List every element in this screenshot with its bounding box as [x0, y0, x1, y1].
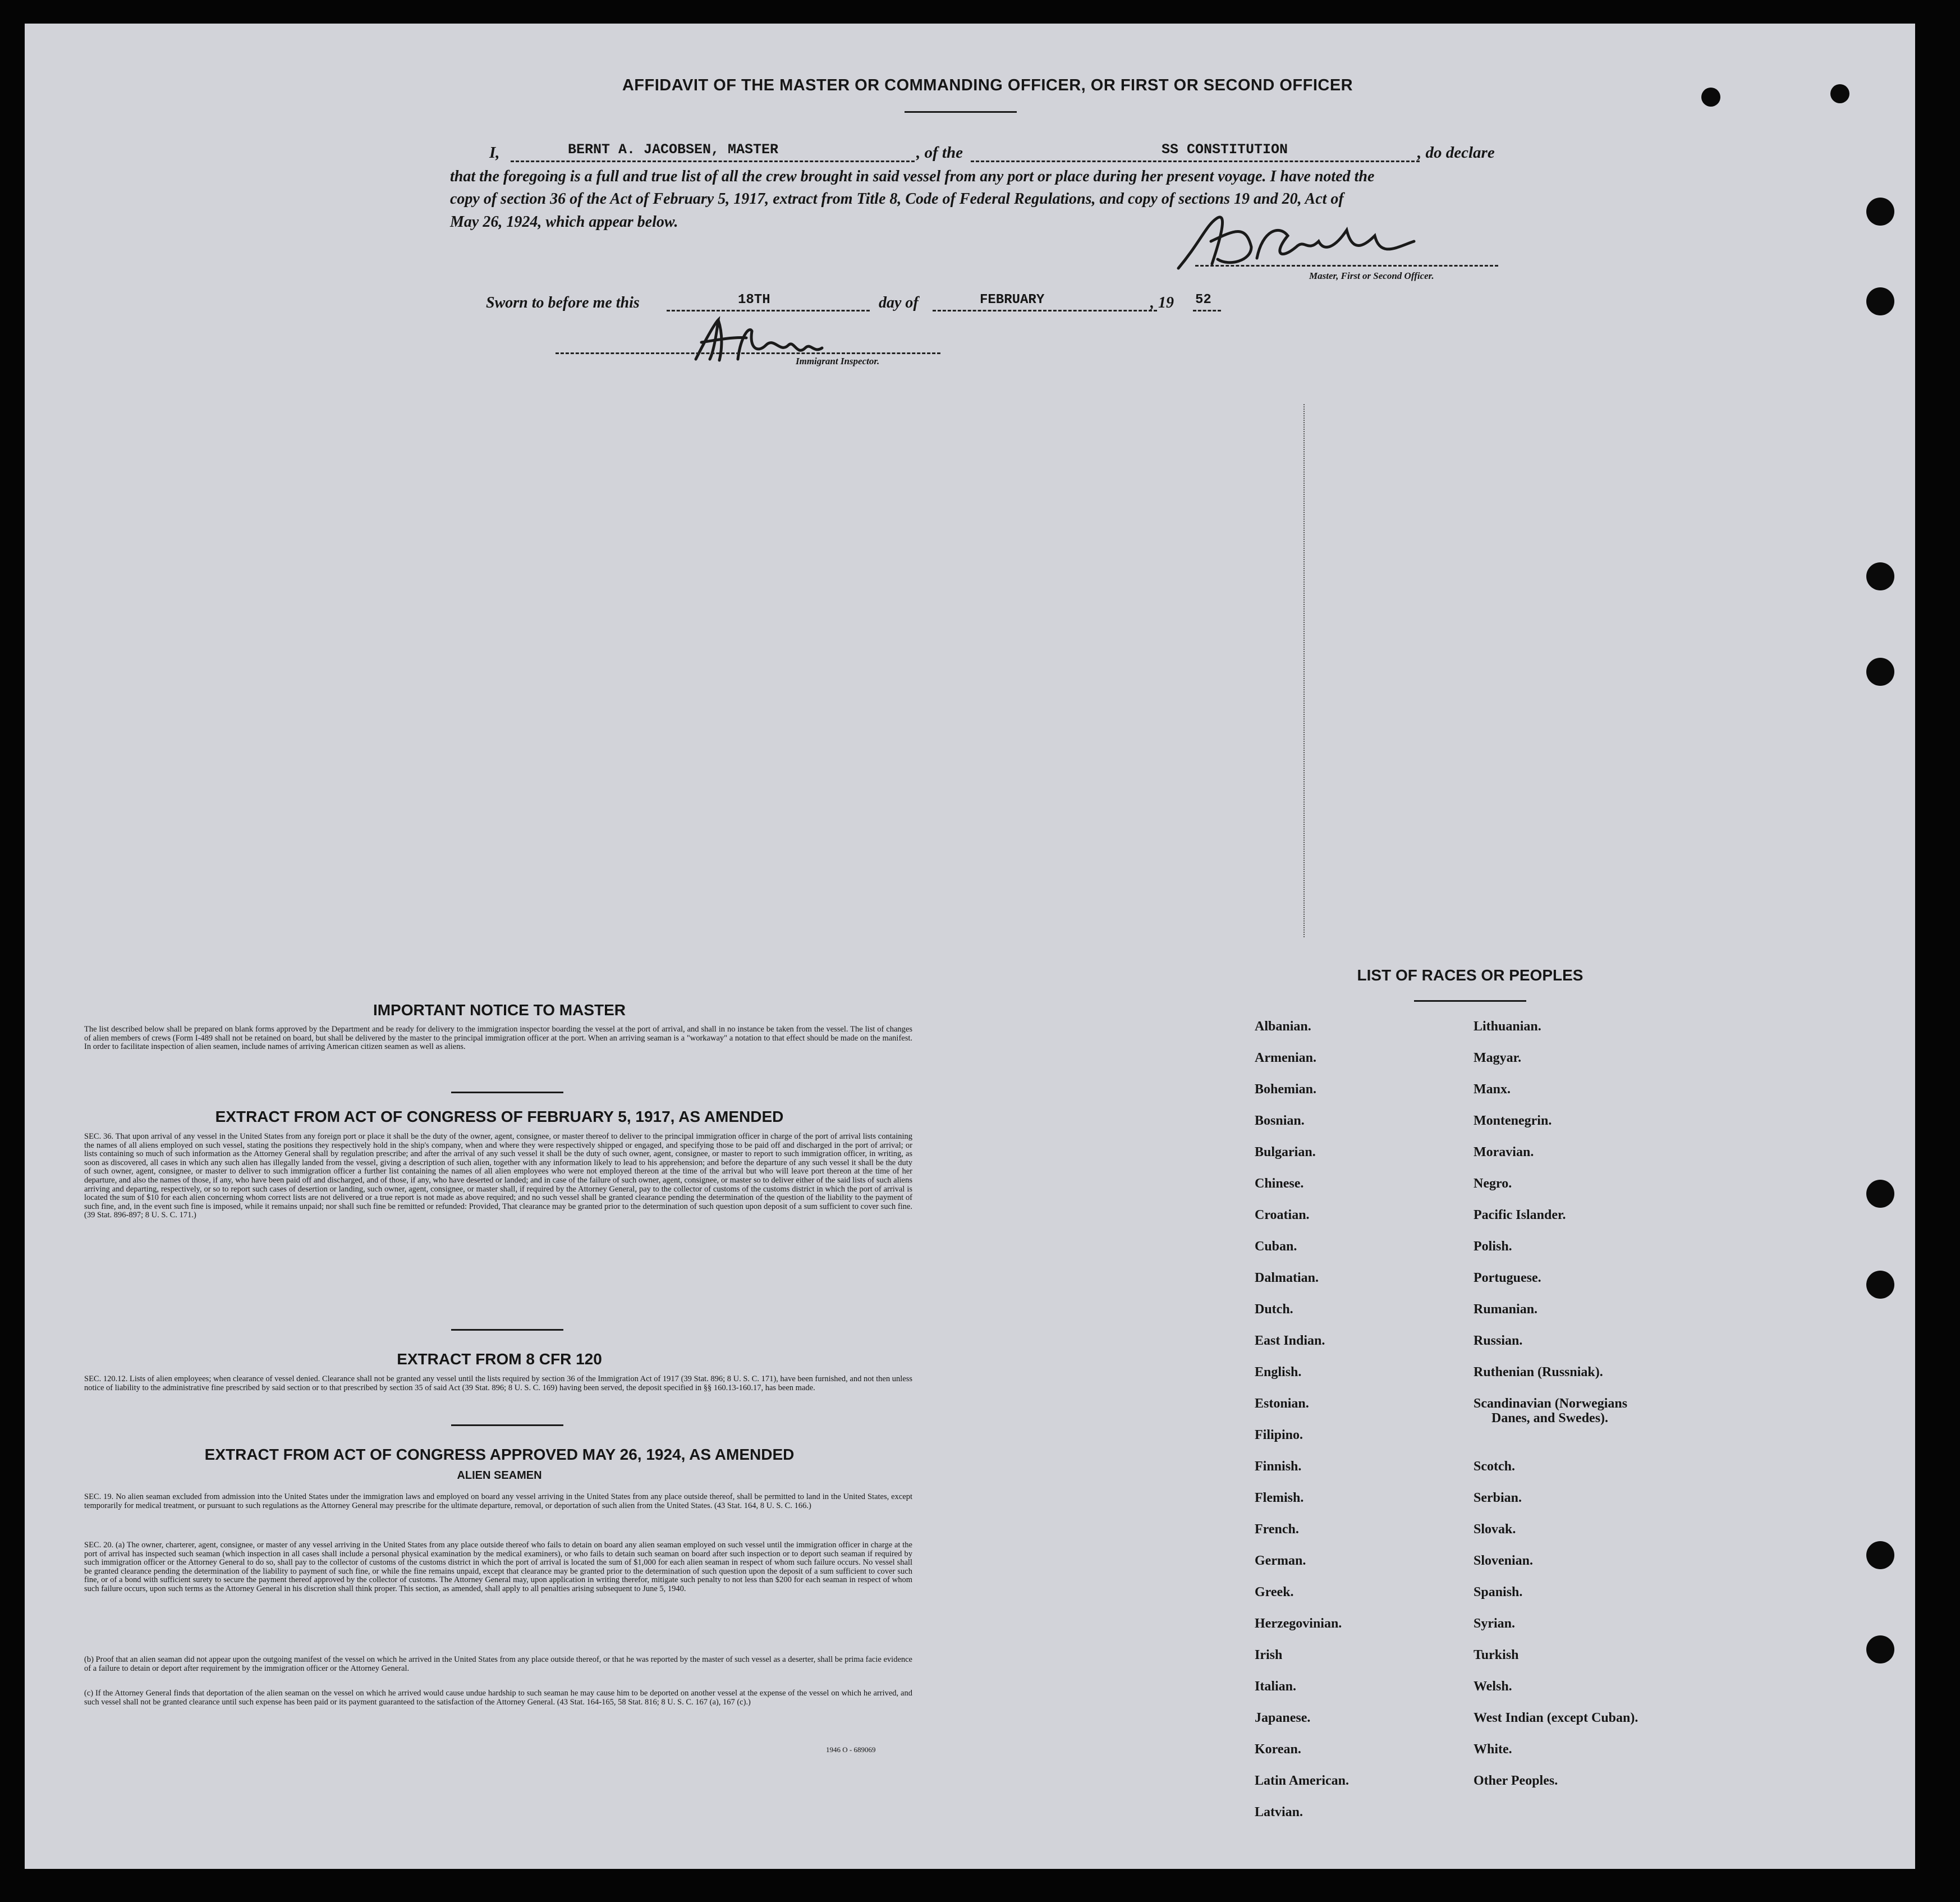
- race-item: Magyar.: [1474, 1051, 1522, 1065]
- extract-cfr-text: SEC. 120.12. Lists of alien employees; when clearance of vessel denied. Clearance shall not be granted any vessel until the lists required by section 36 of the Immigration Act of 1917 (39 Stat. 896; 8 U. S. C. 171), have been furnished, and not then unless notice of liability to the administrative fine prescribed by said section or to that prescribed by section 35 of said Act (39 Stat. 896; 8 U. S. C. 169) having been served, the deposit specified in §§ 160.13-160.17, has been made.: [84, 1374, 912, 1392]
- race-item: Moravian.: [1474, 1145, 1534, 1159]
- race-item: Russian.: [1474, 1333, 1523, 1348]
- race-item: East Indian.: [1255, 1333, 1325, 1348]
- race-item: Flemish.: [1255, 1491, 1304, 1505]
- fill-line: [1193, 310, 1221, 311]
- binder-hole: [1866, 658, 1894, 686]
- master-name: BERNT A. JACOBSEN, MASTER: [568, 141, 779, 158]
- race-item: Armenian.: [1255, 1051, 1316, 1065]
- sworn-year: 52: [1195, 292, 1211, 308]
- race-item: Portuguese.: [1474, 1271, 1541, 1285]
- do-declare-label: , do declare: [1417, 144, 1495, 162]
- race-item: Filipino.: [1255, 1428, 1303, 1442]
- race-item: Danes, and Swedes).: [1491, 1411, 1609, 1426]
- race-item: Welsh.: [1474, 1679, 1512, 1694]
- race-item: Polish.: [1474, 1239, 1512, 1254]
- affidavit-pronoun: I,: [489, 144, 500, 162]
- sworn-day: 18TH: [738, 292, 770, 308]
- print-code: 1946 O - 689069: [826, 1745, 876, 1754]
- binder-hole: [1866, 1271, 1894, 1299]
- section-divider: [451, 1329, 563, 1331]
- race-item: Dalmatian.: [1255, 1271, 1319, 1285]
- alien-seamen-subtitle: ALIEN SEAMEN: [457, 1469, 542, 1482]
- affidavit-title: AFFIDAVIT OF THE MASTER OR COMMANDING OFFICER, OR FIRST OR SECOND OFFICER: [622, 76, 1353, 94]
- binder-hole: [1866, 1635, 1894, 1663]
- of-the-label: , of the: [916, 144, 963, 162]
- title-underline: [905, 111, 1017, 113]
- races-title: LIST OF RACES OR PEOPLES: [1357, 966, 1583, 984]
- race-item: Italian.: [1255, 1679, 1297, 1694]
- sec20b-text: (b) Proof that an alien seaman did not appear upon the outgoing manifest of the vessel on which he arrived in the United States from any place outside thereof, or that he was reported by the master of such vessel as a deserter, shall be prima facie evidence of a failure to detain or deport after requirement by the immigration officer or the Attorney General.: [84, 1655, 912, 1673]
- fold-mark: [1303, 404, 1306, 937]
- declaration-line: that the foregoing is a full and true list of all the crew brought in said vessel from any port or place during her present voyage. I have noted the: [450, 168, 1375, 185]
- race-item: White.: [1474, 1742, 1512, 1757]
- race-item: Serbian.: [1474, 1491, 1522, 1505]
- race-item: Herzegovinian.: [1255, 1616, 1342, 1631]
- race-item: Croatian.: [1255, 1208, 1310, 1222]
- binder-hole: [1701, 88, 1720, 107]
- race-item: Pacific Islander.: [1474, 1208, 1566, 1222]
- signature-caption: Master, First or Second Officer.: [1309, 271, 1434, 281]
- race-item: Syrian.: [1474, 1616, 1516, 1631]
- fill-line: [971, 161, 1420, 162]
- binder-hole: [1830, 84, 1849, 103]
- declaration-line: copy of section 36 of the Act of February 5, 1917, extract from Title 8, Code of Federal Regulations, and copy of sections 19 and 20, Act of: [450, 190, 1344, 208]
- binder-hole: [1866, 562, 1894, 590]
- race-item: Irish: [1255, 1648, 1283, 1662]
- race-item: Bulgarian.: [1255, 1145, 1316, 1159]
- race-item: Bosnian.: [1255, 1113, 1305, 1128]
- race-item: German.: [1255, 1553, 1306, 1568]
- section-divider: [451, 1092, 563, 1093]
- race-item: Chinese.: [1255, 1176, 1304, 1191]
- race-item: Spanish.: [1474, 1585, 1523, 1599]
- notice-title: IMPORTANT NOTICE TO MASTER: [373, 1001, 626, 1019]
- extract-cfr-title: EXTRACT FROM 8 CFR 120: [397, 1350, 602, 1368]
- race-item: Turkish: [1474, 1648, 1519, 1662]
- notice-text: The list described below shall be prepared on blank forms approved by the Department and be ready for delivery to the immigration inspector boarding the vessel at the port of arrival, and shall in no instance be taken from the vessel. The list of changes of alien members of crews (Form I-489 shall not be retained on board, but shall be delivered by the master to the principal immigration officer at the port. When an arriving seaman is a "workaway" a notation to that effect should be made on the manifest. In order to facilitate inspection of alien seamen, include names of arriving American citizen seamen as well as aliens.: [84, 1025, 912, 1052]
- sec20a-text: SEC. 20. (a) The owner, charterer, agent, consignee, or master of any vessel arriving in the United States from any place outside thereof who fails to detain on board any alien seaman employed on such vessel until the immigration officer in charge at the port of arrival has inspected such seaman (which inspection in all cases shall include a personal physical examination by the medical examiners), or who fails to detain such seaman on board after such inspection or to deport such seaman if required by such immigration officer or the Attorney General to do so, shall pay to the collector of customs of the customs district in which the port of arrival is located the sum of $1,000 for each alien seaman in respect of whom such failure occurs. No vessel shall be granted clearance pending the determination of the liability to payment of such fine, or while the fine remains unpaid, except that clearance may be granted prior to the determination of such question upon the deposit of a sum sufficient to cover such fine, or of a bond with sufficient surety to secure the payment thereof approved by the collector of customs. The Attorney General may, upon application in writing therefor, mitigate such penalty to not less than $200 for each seaman in respect of whom such failure occurs, upon such terms as the Attorney General in his discretion shall think proper. This section, as amended, shall apply to all penalties arising subsequent to June 5, 1940.: [84, 1541, 912, 1593]
- race-item: Manx.: [1474, 1082, 1511, 1097]
- fill-line: [511, 161, 915, 162]
- race-item: Lithuanian.: [1474, 1019, 1541, 1034]
- race-item: West Indian (except Cuban).: [1474, 1711, 1638, 1725]
- race-item: Latin American.: [1255, 1773, 1349, 1788]
- section-divider: [451, 1424, 563, 1426]
- race-item: French.: [1255, 1522, 1299, 1537]
- fill-line: [667, 310, 870, 311]
- extract-1924-title: EXTRACT FROM ACT OF CONGRESS APPROVED MAY 26, 1924, AS AMENDED: [204, 1446, 795, 1463]
- race-item: Dutch.: [1255, 1302, 1293, 1317]
- race-item: Japanese.: [1255, 1711, 1311, 1725]
- race-item: Negro.: [1474, 1176, 1512, 1191]
- year-prefix: , 19: [1150, 294, 1174, 311]
- race-item: Latvian.: [1255, 1805, 1303, 1819]
- sworn-month: FEBRUARY: [980, 292, 1045, 308]
- race-item: Slovak.: [1474, 1522, 1516, 1537]
- day-of-label: day of: [879, 294, 919, 311]
- binder-hole: [1866, 198, 1894, 226]
- race-item: Estonian.: [1255, 1396, 1309, 1411]
- race-item: Finnish.: [1255, 1459, 1302, 1474]
- sworn-label: Sworn to before me this: [486, 294, 640, 311]
- race-item: English.: [1255, 1365, 1302, 1379]
- race-item: Korean.: [1255, 1742, 1301, 1757]
- race-item: Montenegrin.: [1474, 1113, 1552, 1128]
- sec20c-text: (c) If the Attorney General finds that deportation of the alien seaman on the vessel on which he arrived would cause undue hardship to such seaman he may cause him to be deported on another vessel at the expense of the vessel on which he arrived, and such vessel shall not be granted clearance until such expense has been paid or its payment guaranteed to the satisfaction of the Attorney General. (43 Stat. 164-165, 58 Stat. 816; 8 U. S. C. 167 (a), 167 (c).): [84, 1689, 912, 1707]
- binder-hole: [1866, 287, 1894, 315]
- race-item: Albanian.: [1255, 1019, 1311, 1034]
- race-item: Scandinavian (Norwegians: [1474, 1396, 1628, 1411]
- sec19-text: SEC. 19. No alien seaman excluded from admission into the United States under the immigration laws and employed on board any vessel arriving in the United States from any place outside thereof, shall be permitted to land in the United States, except temporarily for medical treatment, or pursuant to such regulations as the Attorney General may prescribe for the ultimate departure, removal, or deportation of such alien from the United States. (43 Stat. 164, 8 U. S. C. 166.): [84, 1492, 912, 1510]
- declaration-line: May 26, 1924, which appear below.: [450, 213, 678, 231]
- race-item: Slovenian.: [1474, 1553, 1534, 1568]
- fill-line: [933, 310, 1157, 311]
- inspector-line: [556, 352, 940, 354]
- race-item: Ruthenian (Russniak).: [1474, 1365, 1603, 1379]
- binder-hole: [1866, 1541, 1894, 1569]
- vessel-name: SS CONSTITUTION: [1162, 141, 1288, 158]
- race-item: Scotch.: [1474, 1459, 1515, 1474]
- binder-hole: [1866, 1180, 1894, 1208]
- race-item: Cuban.: [1255, 1239, 1297, 1254]
- race-item: Rumanian.: [1474, 1302, 1538, 1317]
- title-underline: [1414, 1000, 1526, 1002]
- extract-1917-title: EXTRACT FROM ACT OF CONGRESS OF FEBRUARY 5, 1917, AS AMENDED: [215, 1108, 784, 1125]
- race-item: Other Peoples.: [1474, 1773, 1558, 1788]
- extract-1917-text: SEC. 36. That upon arrival of any vessel in the United States from any foreign port or place it shall be the duty of the owner, agent, consignee, or master thereof to deliver to the principal immigration officer in charge of the port of arrival lists containing the names of all aliens employed on such vessel, stating the positions they respectively hold in the ship's company, when and where they were respectively shipped or engaged, and specifying those to be paid off and discharged in the port of arrival; or lists containing so much of such information as the Attorney General shall by regulation prescribe; and after the arrival of any such vessel it shall be the duty of such owner, agent, consignee, or master to report to such immigration officer, in writing, as soon as discovered, all cases in which any such alien has illegally landed from the vessel, giving a description of such alien, together with any information likely to lead to his apprehension; and before the departure of any such vessel it shall be the duty of such owner, agent, consignee, or master to deliver to such immigration officer a further list containing the names of all alien employees who were not employed thereon at the time of the arrival but who will leave port thereon at the time of her departure, and also the names of those, if any, who have been paid off and discharged, and of those, if any, who have deserted or landed; and in case of the failure of such owner, agent, consignee, or master so to deliver either of the said lists of such aliens arriving and departing, respectively, or so to report such cases of desertion or landing, such owner, agent, consignee, or master shall, if required by the Attorney General, pay to the collector of customs of the customs district in which the port of arrival is located the sum of $10 for each alien concerning whom correct lists are not delivered or a true report is not made as above required; and no such vessel shall be granted clearance pending the determination of the question of the liability to the payment of such fine, and, in the event such fine is imposed, while it remains unpaid; nor shall such fine be remitted or refunded: Provided, That clearance may be granted prior to the determination of such question upon deposit of a sum sufficient to cover such fine. (39 Stat. 896-897; 8 U. S. C. 171.): [84, 1132, 912, 1220]
- signature-line: [1195, 265, 1498, 267]
- race-item: Greek.: [1255, 1585, 1294, 1599]
- inspector-caption: Immigrant Inspector.: [796, 356, 880, 366]
- race-item: Bohemian.: [1255, 1082, 1317, 1097]
